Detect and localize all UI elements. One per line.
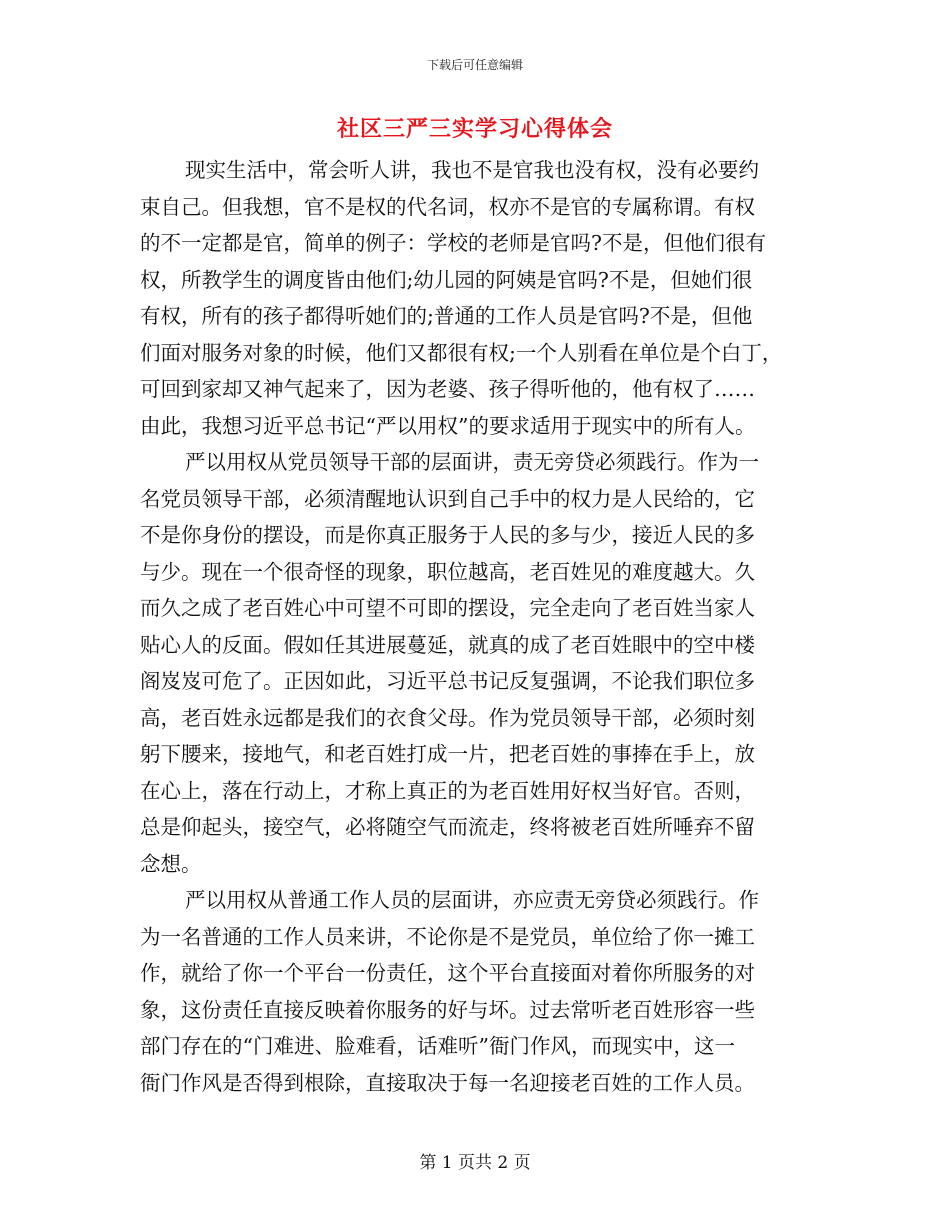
text-line: 严以用权从普通工作人员的层面讲，亦应责无旁贷必须践行。作 (185, 888, 759, 912)
text-line: 可回到家却又神气起来了，因为老婆、孩子得听他的，他有权了…… (140, 377, 755, 401)
text-line: 有权，所有的孩子都得听她们的;普通的工作人员是官吗?不是，但他 (140, 304, 753, 328)
document-title: 社区三严三实学习心得体会 (336, 116, 613, 142)
text-line: 总是仰起头，接空气，必将随空气而流走，终将被老百姓所唾弃不留 (140, 815, 755, 839)
text-line: 在心上，落在行动上，才称上真正的为老百姓用好权当好官。否则， (140, 778, 755, 803)
text-line: 不是你身份的摆设，而是你真正服务于人民的多与少，接近人民的多 (140, 523, 755, 547)
text-line: 现实生活中，常会听人讲，我也不是官我也没有权，没有必要约 (185, 158, 759, 182)
text-line: 权，所教学生的调度皆由他们;幼儿园的阿姨是官吗?不是，但她们很 (140, 267, 753, 292)
text-line: 为一名普通的工作人员来讲，不论你是不是党员，单位给了你一摊工 (140, 924, 755, 949)
text-line: 与少。现在一个很奇怪的现象，职位越高，老百姓见的难度越大。久 (140, 559, 755, 584)
text-line: 束自己。但我想，官不是权的代名词，权亦不是官的专属称谓。有权 (140, 194, 755, 219)
text-line: 衙门作风是否得到根除，直接取决于每一名迎接老百姓的工作人员。 (140, 1070, 755, 1095)
document-body (140, 152, 812, 1101)
text-line: 而久之成了老百姓心中可望不可即的摆设，完全走向了老百姓当家人 (140, 596, 755, 620)
text-line: 象，这份责任直接反映着你服务的好与坏。过去常听老百姓形容一些 (140, 997, 755, 1022)
text-line: 作，就给了你一个平台一份责任，这个平台直接面对着你所服务的对 (140, 961, 755, 985)
text-line: 严以用权从党员领导干部的层面讲，责无旁贷必须践行。作为一 (185, 450, 759, 474)
text-line: 名党员领导干部，必须清醒地认识到自己手中的权力是人民给的，它 (140, 486, 755, 511)
text-line: 的不一定都是官，简单的例子：学校的老师是官吗?不是，但他们很有 (140, 231, 766, 255)
header-note: 下载后可任意编辑 (426, 58, 523, 72)
text-line: 贴心人的反面。假如任其进展蔓延，就真的成了老百姓眼中的空中楼 (140, 632, 755, 657)
text-line: 念想。 (140, 851, 202, 876)
text-line: 阁岌岌可危了。正因如此，习近平总书记反复强调，不论我们职位多 (140, 669, 755, 693)
text-line: 们面对服务对象的时候，他们又都很有权;一个人别看在单位是个白丁， (140, 340, 783, 365)
text-line: 由此，我想习近平总书记“严以用权”的要求适用于现实中的所有人。 (140, 413, 756, 438)
page-footer: 第 1 页共 2 页 (419, 1153, 531, 1173)
text-line: 部门存在的“门难进、脸难看，话难听”衙门作风，而现实中，这一 (140, 1034, 735, 1058)
text-line: 躬下腰来，接地气，和老百姓打成一片，把老百姓的事捧在手上，放 (140, 742, 755, 766)
text-line: 高，老百姓永远都是我们的衣食父母。作为党员领导干部，必须时刻 (140, 705, 755, 730)
